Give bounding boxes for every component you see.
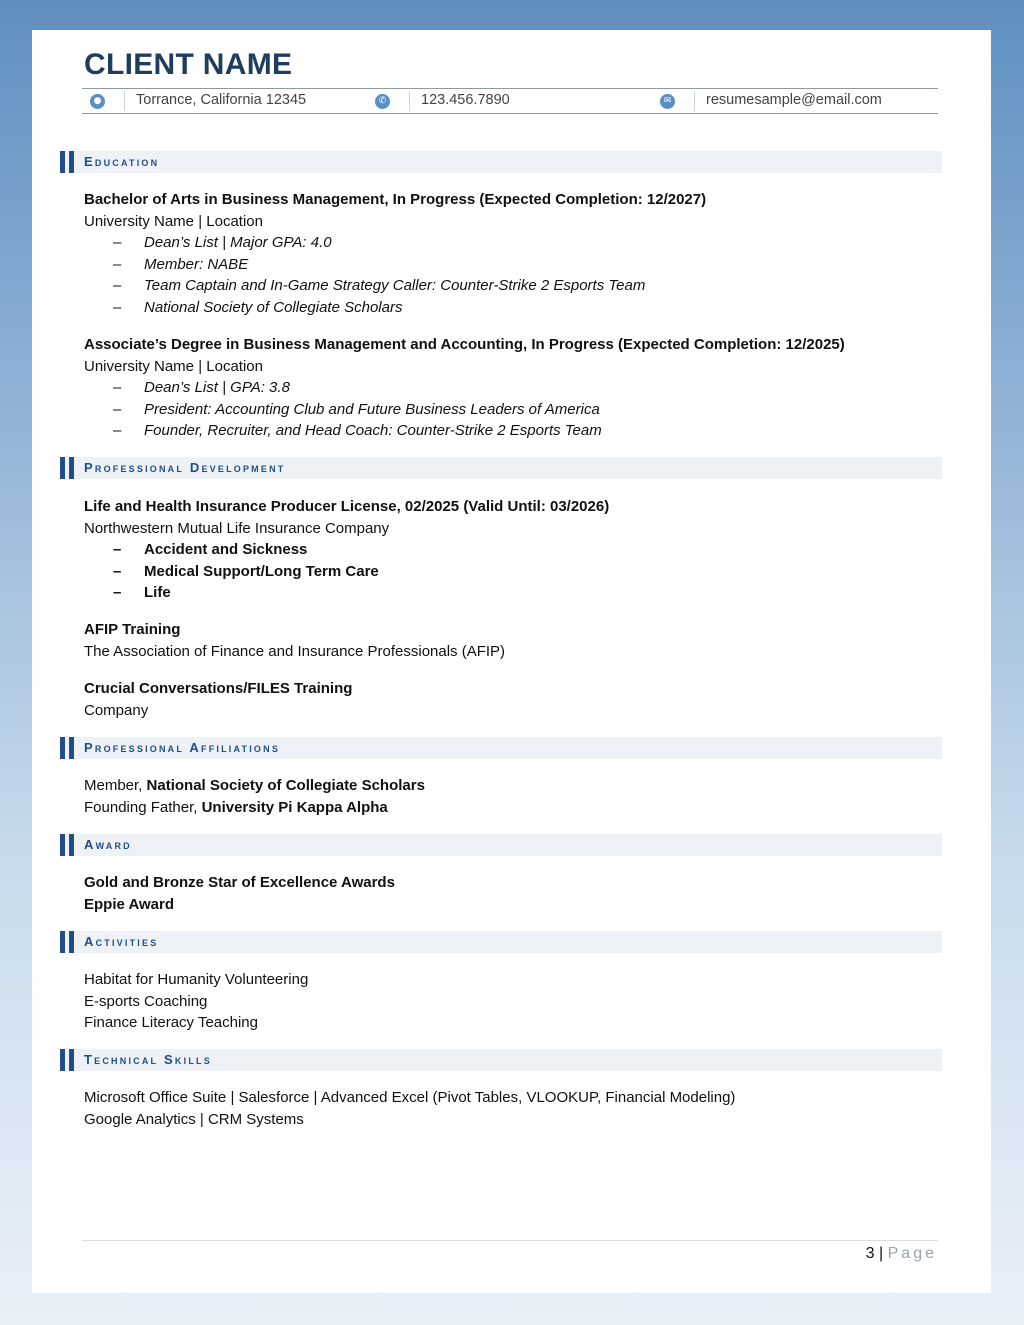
license-title: Life and Health Insurance Producer License, 02/2025 (Valid Until: 03/2026)	[84, 498, 610, 515]
organization-name: Company	[84, 701, 149, 719]
resume-page	[32, 30, 991, 1293]
section-title: Award	[84, 837, 132, 852]
section-header-award	[60, 834, 942, 856]
affiliation-item	[84, 797, 944, 819]
degree-title: Associate’s Degree in Business Management and Accounting, In Progress (Expected Completion: 12/2025)	[84, 336, 845, 353]
school-name: University Name | Location	[84, 212, 263, 230]
development-entry	[84, 619, 944, 662]
training-title: Crucial Conversations/FILES Training	[84, 680, 353, 697]
page-label: Page	[887, 1245, 937, 1262]
contact-phone	[367, 89, 652, 113]
school-name: University Name | Location	[84, 357, 263, 375]
education-bullets	[84, 232, 944, 318]
awards-list	[84, 872, 944, 915]
list-item: – President: Accounting Club and Future Business Leaders of America	[84, 399, 944, 421]
section-header-professional-development	[60, 457, 942, 479]
activity-item: E-sports Coaching	[84, 992, 208, 1010]
contact-bar	[82, 88, 938, 114]
list-item: – Medical Support/Long Term Care	[84, 561, 944, 583]
activity-item: Finance Literacy Teaching	[84, 1014, 258, 1031]
activity-item: Habitat for Humanity Volunteering	[84, 971, 309, 988]
skills-line: Microsoft Office Suite | Salesforce | Advanced Excel (Pivot Tables, VLOOKUP, Financial Modeling)	[84, 1089, 736, 1106]
section-marker	[69, 737, 74, 759]
section-marker	[69, 151, 74, 173]
affiliations-list	[84, 775, 944, 818]
award-item: Eppie Award	[84, 895, 175, 913]
section-title: Professional Development	[84, 460, 286, 475]
list-item: – Dean’s List | Major GPA: 4.0	[84, 232, 944, 254]
contact-location	[82, 89, 367, 113]
phone-text: 123.456.7890	[421, 92, 510, 108]
section-marker	[69, 457, 74, 479]
section-header-technical-skills	[60, 1049, 942, 1071]
section-header-professional-affiliations	[60, 737, 942, 759]
development-entry	[84, 678, 944, 721]
email-link[interactable]: resumesample@email.com	[706, 92, 882, 108]
skills-list	[84, 1087, 944, 1130]
section-marker	[60, 1049, 65, 1071]
award-item: Gold and Bronze Star of Excellence Awards	[84, 874, 395, 891]
education-entry	[84, 189, 944, 318]
education-entry	[84, 334, 944, 442]
education-bullets	[84, 377, 944, 442]
section-marker	[60, 931, 65, 953]
affiliation-role: Founding Father,	[84, 798, 202, 816]
divider	[694, 91, 695, 111]
list-item: – Accident and Sickness	[84, 539, 944, 561]
development-entry	[84, 496, 944, 604]
section-header-activities	[60, 931, 942, 953]
list-item: – Founder, Recruiter, and Head Coach: Counter-Strike 2 Esports Team	[84, 420, 944, 442]
section-title: Technical Skills	[84, 1052, 212, 1067]
contact-email	[652, 89, 938, 113]
section-title: Professional Affiliations	[84, 740, 281, 755]
training-title: AFIP Training	[84, 621, 181, 638]
footer-divider	[82, 1240, 938, 1241]
section-title: Education	[84, 154, 160, 169]
degree-title: Bachelor of Arts in Business Management, In Progress (Expected Completion: 12/2027)	[84, 191, 707, 208]
affiliation-role: Member,	[84, 777, 147, 794]
section-marker	[60, 151, 65, 173]
section-marker	[60, 834, 65, 856]
license-bullets	[84, 539, 944, 604]
section-header-education	[60, 151, 942, 173]
section-marker	[69, 931, 74, 953]
affiliation-org: University Pi Kappa Alpha	[201, 798, 388, 816]
section-marker	[69, 1049, 74, 1071]
divider	[124, 91, 125, 111]
section-title: Activities	[84, 934, 159, 949]
envelope-icon: ✉	[660, 94, 675, 109]
list-item: – Member: NABE	[84, 254, 944, 276]
phone-icon: ✆	[375, 94, 390, 109]
list-item: – National Society of Collegiate Scholars	[84, 297, 944, 319]
skills-line: Google Analytics | CRM Systems	[84, 1110, 304, 1128]
page-number-separator: |	[874, 1245, 888, 1262]
client-name: CLIENT NAME	[84, 48, 293, 81]
page-number-value: 3	[865, 1245, 875, 1262]
activities-list	[84, 969, 944, 1034]
affiliation-org: National Society of Collegiate Scholars	[146, 777, 425, 794]
location-text: Torrance, California 12345	[136, 92, 307, 108]
location-pin-icon: ●	[90, 94, 105, 109]
affiliation-item	[84, 775, 944, 797]
organization-name: Northwestern Mutual Life Insurance Company	[84, 519, 390, 537]
section-marker	[60, 457, 65, 479]
list-item: – Team Captain and In-Game Strategy Caller: Counter-Strike 2 Esports Team	[84, 275, 944, 297]
organization-name: The Association of Finance and Insurance Professionals (AFIP)	[84, 642, 506, 660]
section-marker	[60, 737, 65, 759]
page-number	[866, 1245, 937, 1263]
list-item: – Dean’s List | GPA: 3.8	[84, 377, 944, 399]
divider	[409, 91, 410, 111]
section-marker	[69, 834, 74, 856]
list-item: – Life	[84, 582, 944, 604]
